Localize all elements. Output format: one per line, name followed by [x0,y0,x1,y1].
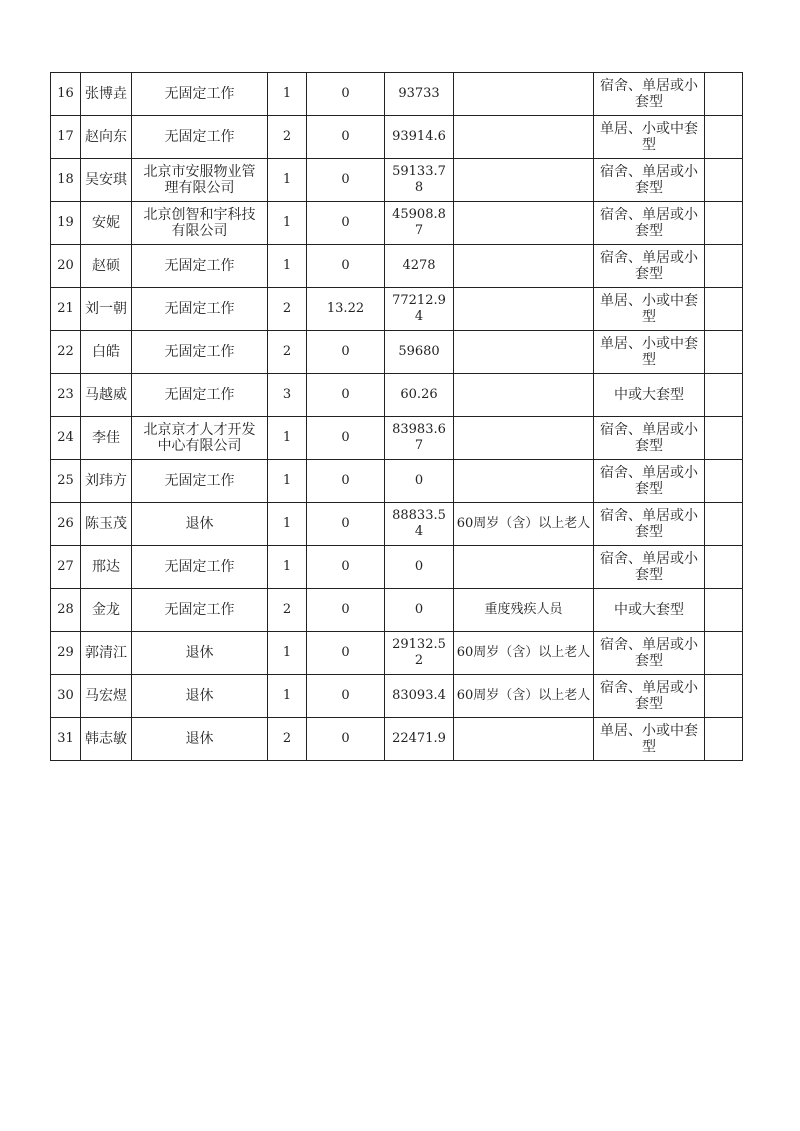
table-row [51,245,743,288]
housing-type-cell: 宿舍、单居或小套型 [594,460,705,503]
household-count-cell: 1 [268,159,307,202]
housing-type-cell: 宿舍、单居或小套型 [594,632,705,675]
row-number-cell: 20 [51,245,81,288]
applicant-name-cell: 刘一朝 [81,288,132,331]
housing-type-cell: 单居、小或中套型 [594,116,705,159]
housing-area-cell: 0 [307,159,385,202]
housing-type-cell: 宿舍、单居或小套型 [594,417,705,460]
housing-type-cell: 宿舍、单居或小套型 [594,546,705,589]
work-unit-cell: 退休 [132,503,268,546]
row-number-cell: 30 [51,675,81,718]
applicant-name-cell: 刘玮方 [81,460,132,503]
housing-area-cell: 0 [307,546,385,589]
applicant-name-cell: 安妮 [81,202,132,245]
income-cell: 93914.6 [385,116,454,159]
income-cell: 0 [385,460,454,503]
housing-area-cell: 0 [307,589,385,632]
income-cell: 83093.4 [385,675,454,718]
income-cell: 59133.78 [385,159,454,202]
housing-type-cell: 宿舍、单居或小套型 [594,503,705,546]
row-number-cell: 29 [51,632,81,675]
remarks-cell [705,675,743,718]
housing-type-cell: 宿舍、单居或小套型 [594,202,705,245]
work-unit-cell: 退休 [132,632,268,675]
table-row [51,675,743,718]
special-category-cell [454,202,594,245]
table-row [51,546,743,589]
income-cell: 0 [385,589,454,632]
housing-area-cell: 0 [307,374,385,417]
row-number-cell: 31 [51,718,81,761]
special-category-cell [454,245,594,288]
housing-area-cell: 0 [307,73,385,116]
remarks-cell [705,632,743,675]
housing-type-cell: 单居、小或中套型 [594,331,705,374]
table-row [51,288,743,331]
special-category-cell [454,718,594,761]
income-cell: 4278 [385,245,454,288]
remarks-cell [705,460,743,503]
applicant-name-cell: 金龙 [81,589,132,632]
applicant-name-cell: 马越威 [81,374,132,417]
table-row [51,331,743,374]
row-number-cell: 27 [51,546,81,589]
special-category-cell: 60周岁（含）以上老人 [454,503,594,546]
special-category-cell [454,73,594,116]
household-count-cell: 1 [268,202,307,245]
remarks-cell [705,718,743,761]
household-count-cell: 2 [268,589,307,632]
income-cell: 88833.54 [385,503,454,546]
table-row [51,202,743,245]
housing-type-cell: 宿舍、单居或小套型 [594,73,705,116]
household-count-cell: 2 [268,331,307,374]
household-count-cell: 2 [268,718,307,761]
remarks-cell [705,417,743,460]
row-number-cell: 18 [51,159,81,202]
household-count-cell: 1 [268,546,307,589]
household-count-cell: 1 [268,73,307,116]
remarks-cell [705,245,743,288]
work-unit-cell: 无固定工作 [132,245,268,288]
row-number-cell: 24 [51,417,81,460]
applicant-name-cell: 张博垚 [81,73,132,116]
special-category-cell [454,460,594,503]
remarks-cell [705,503,743,546]
special-category-cell [454,546,594,589]
applicant-name-cell: 邢达 [81,546,132,589]
housing-type-cell: 宿舍、单居或小套型 [594,675,705,718]
remarks-cell [705,374,743,417]
work-unit-cell: 无固定工作 [132,288,268,331]
special-category-cell: 60周岁（含）以上老人 [454,632,594,675]
household-count-cell: 1 [268,503,307,546]
income-cell: 83983.67 [385,417,454,460]
special-category-cell: 重度残疾人员 [454,589,594,632]
housing-area-cell: 0 [307,116,385,159]
income-cell: 60.26 [385,374,454,417]
table-row [51,73,743,116]
work-unit-cell: 无固定工作 [132,116,268,159]
applicant-name-cell: 马宏煜 [81,675,132,718]
household-count-cell: 1 [268,417,307,460]
applicant-table [50,72,743,761]
table-row [51,417,743,460]
work-unit-cell: 无固定工作 [132,374,268,417]
work-unit-cell: 北京创智和宇科技有限公司 [132,202,268,245]
applicant-name-cell: 韩志敏 [81,718,132,761]
housing-area-cell: 0 [307,331,385,374]
income-cell: 0 [385,546,454,589]
special-category-cell [454,374,594,417]
row-number-cell: 19 [51,202,81,245]
applicant-name-cell: 郭清江 [81,632,132,675]
row-number-cell: 28 [51,589,81,632]
row-number-cell: 22 [51,331,81,374]
income-cell: 22471.9 [385,718,454,761]
special-category-cell [454,159,594,202]
work-unit-cell: 北京京才人才开发中心有限公司 [132,417,268,460]
work-unit-cell: 退休 [132,675,268,718]
row-number-cell: 17 [51,116,81,159]
work-unit-cell: 无固定工作 [132,460,268,503]
applicant-name-cell: 赵硕 [81,245,132,288]
housing-type-cell: 中或大套型 [594,589,705,632]
table-row [51,503,743,546]
remarks-cell [705,159,743,202]
row-number-cell: 21 [51,288,81,331]
housing-area-cell: 0 [307,417,385,460]
row-number-cell: 26 [51,503,81,546]
applicant-name-cell: 白皓 [81,331,132,374]
special-category-cell [454,417,594,460]
housing-area-cell: 0 [307,632,385,675]
special-category-cell [454,331,594,374]
housing-area-cell: 0 [307,460,385,503]
table-row [51,374,743,417]
work-unit-cell: 无固定工作 [132,589,268,632]
housing-area-cell: 0 [307,245,385,288]
household-count-cell: 2 [268,116,307,159]
special-category-cell [454,116,594,159]
income-cell: 29132.52 [385,632,454,675]
remarks-cell [705,202,743,245]
row-number-cell: 16 [51,73,81,116]
work-unit-cell: 退休 [132,718,268,761]
row-number-cell: 23 [51,374,81,417]
housing-area-cell: 0 [307,718,385,761]
housing-area-cell: 0 [307,503,385,546]
applicant-name-cell: 吴安琪 [81,159,132,202]
remarks-cell [705,331,743,374]
income-cell: 59680 [385,331,454,374]
income-cell: 45908.87 [385,202,454,245]
remarks-cell [705,546,743,589]
table-row [51,718,743,761]
housing-area-cell: 0 [307,675,385,718]
household-count-cell: 1 [268,675,307,718]
household-count-cell: 1 [268,245,307,288]
remarks-cell [705,589,743,632]
housing-area-cell: 0 [307,202,385,245]
housing-type-cell: 单居、小或中套型 [594,288,705,331]
table-row [51,589,743,632]
housing-type-cell: 宿舍、单居或小套型 [594,159,705,202]
table-row [51,460,743,503]
special-category-cell: 60周岁（含）以上老人 [454,675,594,718]
applicant-name-cell: 陈玉茂 [81,503,132,546]
household-count-cell: 3 [268,374,307,417]
remarks-cell [705,288,743,331]
income-cell: 93733 [385,73,454,116]
applicant-name-cell: 赵向东 [81,116,132,159]
income-cell: 77212.94 [385,288,454,331]
remarks-cell [705,73,743,116]
housing-type-cell: 单居、小或中套型 [594,718,705,761]
household-count-cell: 1 [268,632,307,675]
work-unit-cell: 无固定工作 [132,331,268,374]
applicant-name-cell: 李佳 [81,417,132,460]
table-row [51,116,743,159]
household-count-cell: 1 [268,460,307,503]
housing-area-cell: 13.22 [307,288,385,331]
work-unit-cell: 北京市安服物业管理有限公司 [132,159,268,202]
row-number-cell: 25 [51,460,81,503]
special-category-cell [454,288,594,331]
household-count-cell: 2 [268,288,307,331]
work-unit-cell: 无固定工作 [132,73,268,116]
remarks-cell [705,116,743,159]
work-unit-cell: 无固定工作 [132,546,268,589]
housing-type-cell: 中或大套型 [594,374,705,417]
table-row [51,159,743,202]
housing-type-cell: 宿舍、单居或小套型 [594,245,705,288]
table-row [51,632,743,675]
